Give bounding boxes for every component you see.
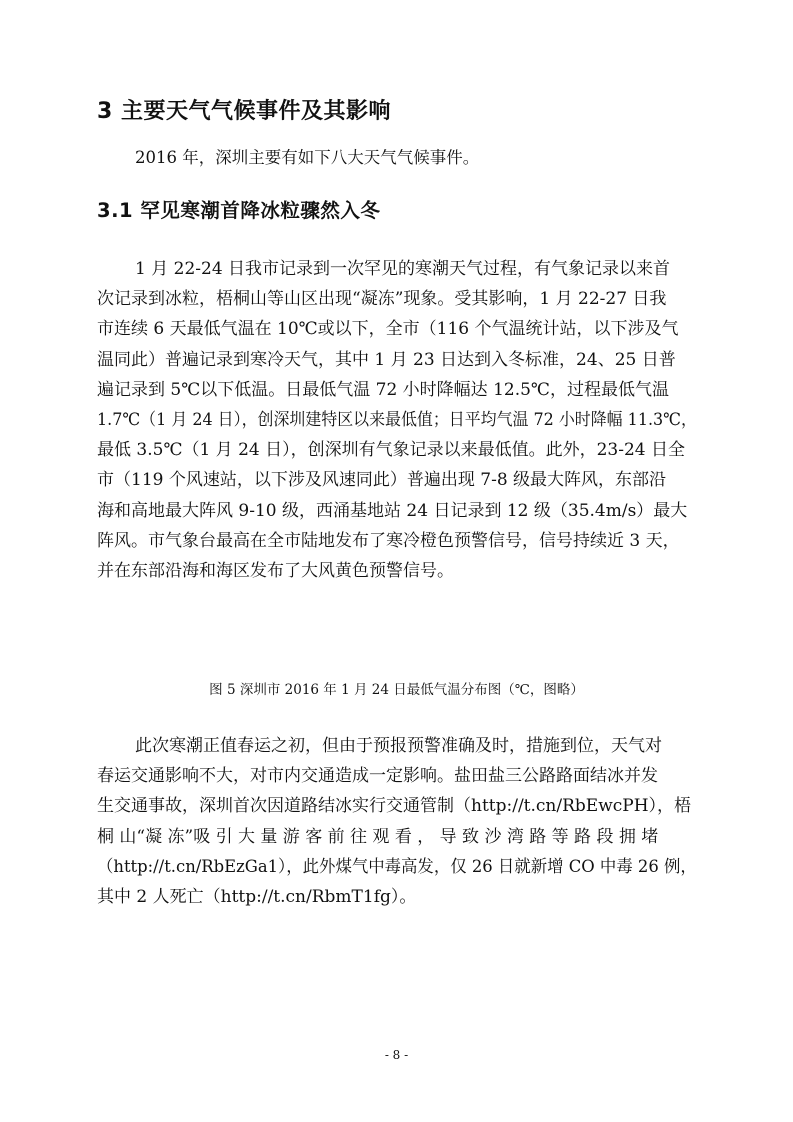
paragraph-line: 阵风。市气象台最高在全市陆地发布了寒冷橙色预警信号，信号持续近 3 天， [97,530,680,551]
paragraph-line: 遍记录到 5℃以下低温。日最低气温 72 小时降幅达 12.5℃，过程最低气温 [97,379,669,400]
intro-paragraph: 2016 年，深圳主要有如下八大天气气候事件。 [135,148,480,167]
paragraph-line: 次记录到冰粒，梧桐山等山区出现“凝冻”现象。受其影响，1 月 22-27 日我 [97,289,667,310]
section-heading: 3 主要天气气候事件及其影响 [97,99,391,124]
paragraph-line: 其中 2 人死亡（http://t.cn/RbmT1fg）。 [97,886,417,907]
paragraph-line: 最低 3.5℃（1 月 24 日），创深圳有气象记录以来最低值。此外，23-24 日全 [97,440,686,461]
paragraph-line: 桐 山“凝 冻”吸 引 大 量 游 客 前 往 观 看 ， 导 致 沙 湾 路 等 路 段 拥 堵 [97,826,659,847]
page-number: - 8 - [384,1048,409,1062]
subsection-heading: 3.1 罕见寒潮首降冰粒骤然入冬 [97,199,381,222]
paragraph-line: 并在东部沿海和海区发布了大风黄色预警信号。 [97,560,454,581]
paragraph-line: （http://t.cn/RbEzGa1），此外煤气中毒高发，仅 26 日就新增 CO 中毒 26 例， [97,856,697,877]
paragraph-line: 市连续 6 天最低气温在 10℃或以下，全市（116 个气温统计站，以下涉及气 [97,319,679,340]
paragraph-impact [97,731,697,912]
paragraph-line: 1.7℃（1 月 24 日），创深圳建特区以来最低值；日平均气温 72 小时降幅 11.3℃， [97,409,697,430]
figure-caption: 图 5 深圳市 2016 年 1 月 24 日最低气温分布图（℃，图略） [209,682,584,698]
paragraph-cold-wave [97,254,697,586]
paragraph-line: 1 月 22-24 日我市记录到一次罕见的寒潮天气过程，有气象记录以来首 [135,259,671,279]
paragraph-line: 生交通事故，深圳首次因道路结冰实行交通管制（http://t.cn/RbEwcPH），梧 [97,796,692,817]
paragraph-line: 海和高地最大阵风 9-10 级，西涌基地站 24 日记录到 12 级（35.4m/s）最大 [97,500,688,521]
paragraph-line: 温同此）普遍记录到寒冷天气，其中 1 月 23 日达到入冬标准，24、25 日普 [97,349,676,370]
paragraph-line: 春运交通影响不大，对市内交通造成一定影响。盐田盐三公路路面结冰并发 [97,766,658,787]
paragraph-line: 此次寒潮正值春运之初，但由于预报预警准确及时，措施到位，天气对 [135,736,662,756]
paragraph-line: 市（119 个风速站，以下涉及风速同此）普遍出现 7-8 级最大阵风，东部沿 [97,470,667,491]
